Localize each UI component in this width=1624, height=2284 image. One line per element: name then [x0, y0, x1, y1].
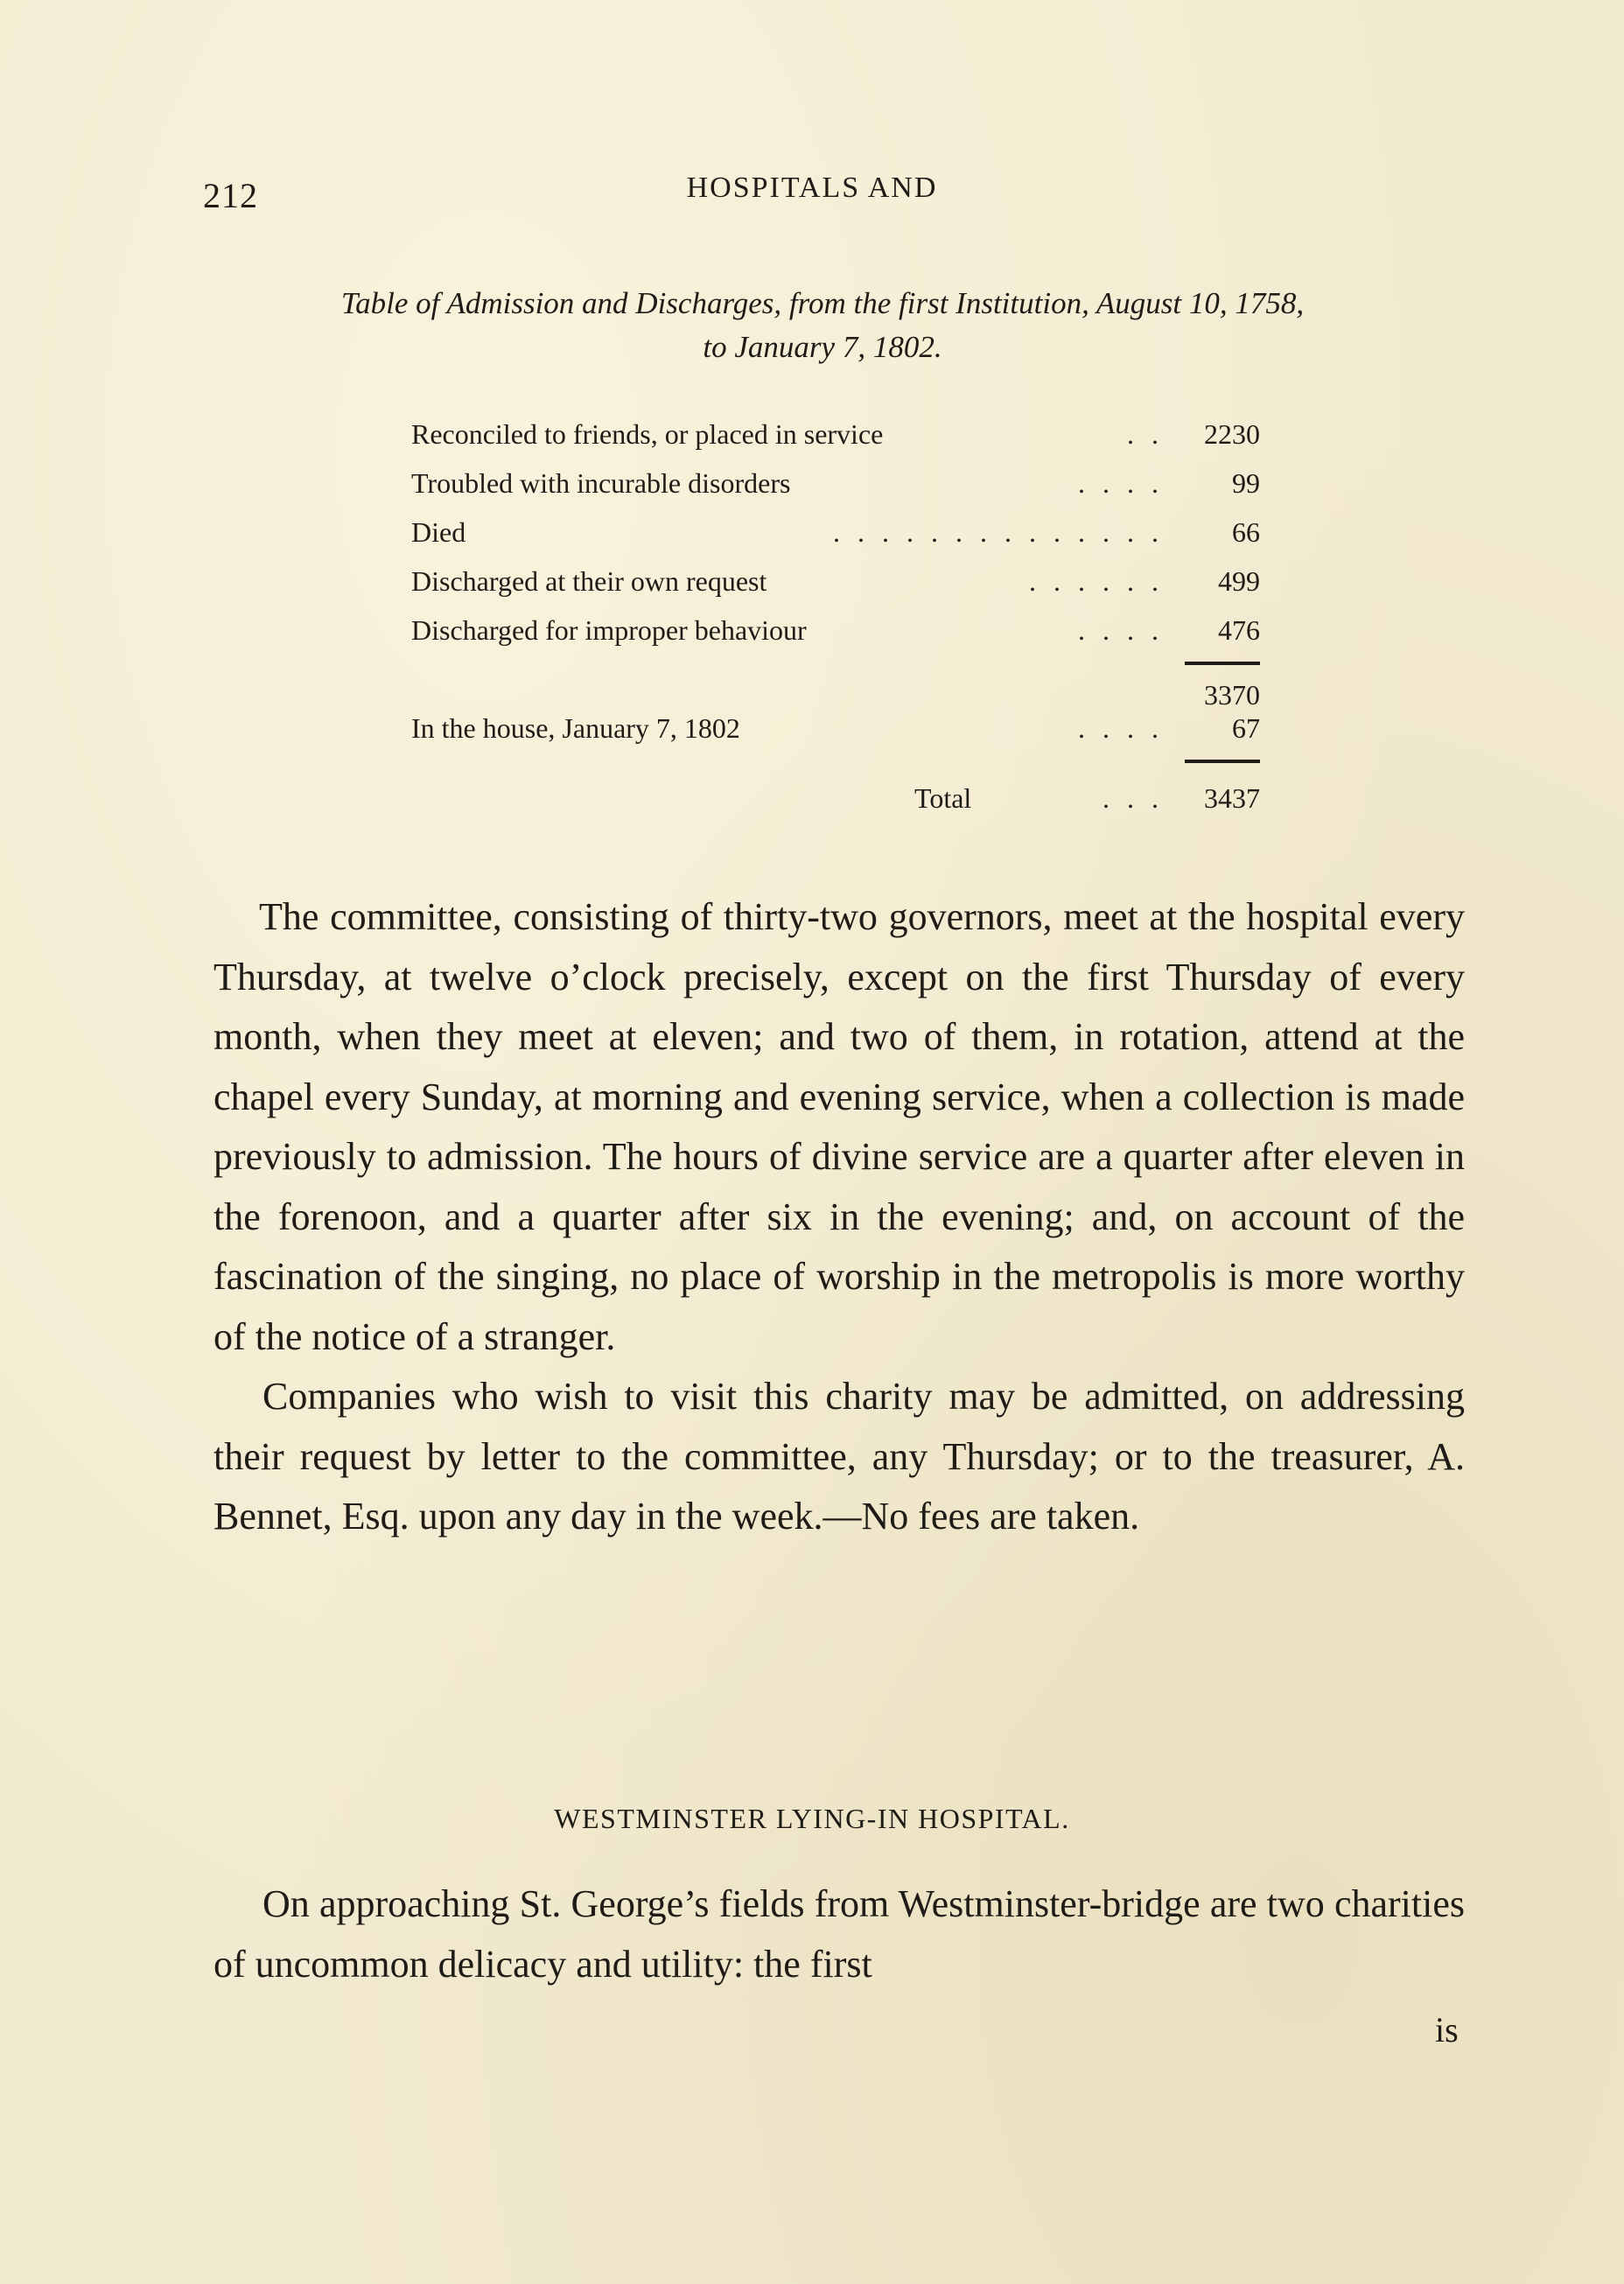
leader-dots: . . . . . . . . . . . . . .: [833, 516, 1164, 548]
row-label: Troubled with incurable disorders: [411, 467, 791, 499]
row-label: Died: [411, 516, 466, 548]
admissions-table: [411, 410, 1269, 823]
in-house-value: 67: [1232, 712, 1260, 744]
total-rule: [1185, 760, 1260, 763]
table-row: [411, 508, 1269, 557]
page-number: 212: [203, 176, 258, 215]
section-body-text: [214, 1874, 1465, 1994]
total-label: Total: [914, 782, 972, 814]
table-row: [411, 557, 1269, 606]
leader-dots: . . . . . .: [1029, 565, 1164, 597]
paragraph: On approaching St. George’s fields from Westminster-bridge are two charities of uncommon delicacy and utility: the first: [214, 1882, 1465, 1986]
table-row: [411, 459, 1269, 508]
section-heading: WESTMINSTER LYING-IN HOSPITAL.: [554, 1803, 1070, 1834]
subtotal-rule-row: [411, 655, 1269, 670]
row-value: 66: [1232, 516, 1260, 548]
row-label: Reconciled to friends, or placed in service: [411, 418, 884, 450]
total-row: [411, 774, 1269, 823]
row-value: 499: [1218, 565, 1260, 597]
in-house-label: In the house, January 7, 1802: [411, 712, 740, 744]
running-head: HOSPITALS AND: [686, 172, 938, 204]
in-house-row: [411, 704, 1269, 753]
row-value: 476: [1218, 614, 1260, 646]
leader-dots: . . . .: [1078, 712, 1164, 744]
table-row: [411, 606, 1269, 655]
table-title-line-2: to January 7, 1802.: [703, 330, 942, 364]
paragraph: The committee, consisting of thirty-two governors, meet at the hospital every Thursday, at twelve o’clock precisely, except on the first Thursday of every month, when they meet at eleven; and two of them, in rotation, attend at the chapel every Sunday, at morning and evening service, when a collection is made previously to admission. The hours of divine service are a quarter after eleven in the forenoon, and a quarter after six in the evening; and, on account of the fascination of the singing, no place of worship in the metropolis is more worthy of the notice of a stranger.: [214, 895, 1465, 1358]
row-label: Discharged at their own request: [411, 565, 767, 597]
leader-dots: . . .: [1102, 782, 1164, 814]
table-title-line-1: Table of Admission and Discharges, from the first Institution, August 10, 1758,: [340, 286, 1305, 320]
total-rule-row: [411, 753, 1269, 768]
row-value: 99: [1232, 467, 1260, 499]
subtotal-rule: [1185, 662, 1260, 665]
paragraph: Companies who wish to visit this charity may be admitted, on addressing their request by letter to the committee, any Thursday; or to the treasurer, A. Bennet, Esq. upon any day in the week.—No fees are taken.: [214, 1375, 1465, 1538]
row-label: Discharged for improper behaviour: [411, 614, 807, 646]
leader-dots: . . . .: [1078, 467, 1164, 499]
table-row: [411, 410, 1269, 459]
leader-dots: . . . .: [1078, 614, 1164, 646]
leader-dots: . .: [1127, 418, 1164, 450]
catchword: is: [1435, 2010, 1459, 2049]
table-title: [192, 282, 1452, 369]
total-value: 3437: [1204, 782, 1260, 814]
body-text: [214, 887, 1465, 1547]
row-value: 2230: [1204, 418, 1260, 450]
subtotal-value: 3370: [1204, 679, 1260, 711]
